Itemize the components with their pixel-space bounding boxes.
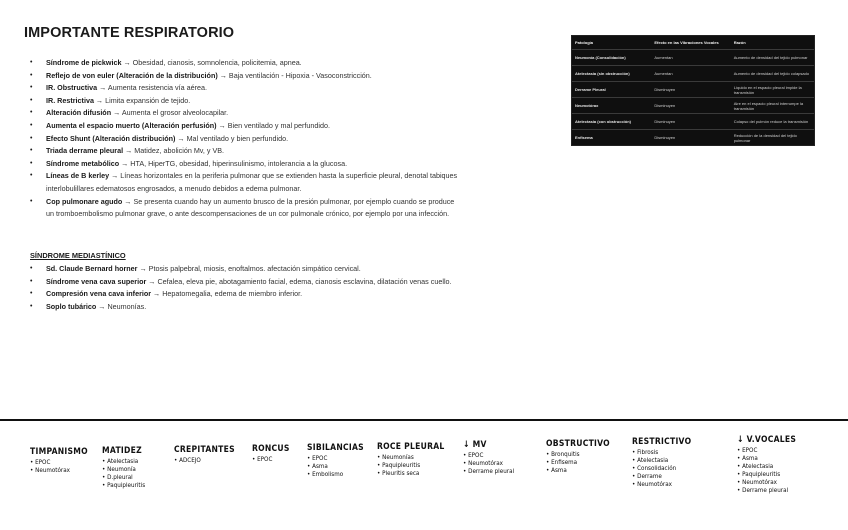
note-item-text: Derrame pleural: [742, 486, 789, 495]
item-term: Triada derrame pleural: [46, 146, 124, 156]
note-item: [463, 451, 514, 459]
column-header: Patología: [575, 40, 594, 45]
note-item-text: Neumotórax: [35, 466, 70, 475]
bullet-icon: •: [174, 456, 180, 464]
item-description: → HTA, HiperTG, obesidad, hiperinsulinismo, intolerancia a la glucosa.: [119, 158, 348, 168]
bullet-icon: •: [737, 446, 743, 454]
note-item: [377, 453, 447, 461]
item-term: Líneas de B kerley: [46, 171, 110, 181]
list-item: [30, 120, 460, 133]
note-heading: ↓ MV: [463, 440, 487, 450]
bullet-icon: •: [632, 464, 638, 473]
list-item: [30, 82, 460, 95]
note-list: [102, 457, 151, 489]
note-item-text: EPOC: [35, 458, 51, 466]
respiratory-list: [30, 57, 460, 221]
note-item: [546, 458, 612, 466]
note-list: [546, 450, 621, 474]
table-cell: Atelectasia (con obstrucción): [575, 119, 632, 124]
note-column: [174, 445, 246, 464]
table-cell: Atelectasia (sin obstrucción): [575, 71, 630, 76]
column-header: Efecto en las Vibraciones Vocales: [654, 40, 719, 45]
note-item: [632, 480, 693, 488]
note-item-text: Atelectasia: [637, 456, 669, 465]
bullet-icon: •: [632, 472, 638, 481]
note-item: [737, 462, 798, 470]
note-heading: ↓ V.VOCALES: [737, 435, 797, 445]
item-term: Compresión vena cava inferior: [46, 289, 152, 299]
note-item: [463, 459, 514, 467]
note-item-text: Asma: [551, 466, 567, 475]
bullet-icon: •: [102, 457, 108, 465]
list-item: [30, 288, 460, 301]
item-description: → Matidez, abolición Mv, y VB.: [123, 146, 225, 156]
item-term: Aumenta el espacio muerto (Alteración perfusión): [46, 120, 217, 130]
note-item-text: Neumonías: [382, 453, 414, 461]
item-description: → Líneas horizontales en la periferia pulmonar que se extienden hasta la superficie pleural, denotal tabiques interlobulillares edematosos engrosados, a menudo debidos a edema pulmonar.: [46, 171, 458, 193]
bullet-icon: •: [30, 458, 36, 466]
list-item: [30, 170, 460, 195]
note-column: [307, 443, 374, 478]
item-term: Soplo tubárico: [46, 301, 97, 311]
note-item: [307, 470, 366, 478]
note-item-text: ADCEJO: [179, 456, 201, 464]
bullet-icon: •: [632, 456, 638, 465]
note-item-text: Paquipleuritis: [382, 461, 421, 470]
table-row: [572, 113, 814, 129]
page-title: IMPORTANTE RESPIRATORIO: [24, 25, 235, 41]
bullet-icon: •: [463, 451, 469, 459]
note-item: [30, 458, 90, 466]
note-list: [307, 454, 374, 478]
bullet-icon: •: [737, 454, 743, 463]
note-list: [252, 455, 296, 463]
table-row: [572, 97, 814, 113]
note-item: [632, 456, 693, 464]
note-item: [632, 464, 693, 472]
bullet-icon: •: [737, 470, 743, 479]
note-item-text: Embolismo: [312, 470, 344, 479]
bullet-icon: •: [102, 481, 108, 490]
list-item: [30, 70, 460, 83]
item-term: Síndrome metabólico: [46, 158, 120, 168]
item-description: → Se presenta cuando hay un aumento brusco de la presión pulmonar, por ejemplo cuando se produce un tromboembolismo pulmonar grave, o ante descompensaciones de un cor pulmonale crónico, por ejemplo por una infección.: [46, 196, 455, 219]
bullet-icon: •: [377, 453, 383, 461]
item-description: → Aumenta el grosor alveolocapilar.: [111, 108, 229, 118]
table-row: [572, 81, 814, 97]
bullet-icon: •: [102, 473, 108, 482]
bullet-icon: •: [632, 480, 638, 489]
table-row: [572, 49, 814, 65]
list-item: [30, 107, 460, 120]
bullet-icon: •: [737, 486, 743, 495]
bullet-icon: •: [737, 478, 743, 487]
note-item: [737, 454, 798, 462]
table-cell: Neumonía (Consolidación): [575, 55, 626, 60]
item-term: IR. Restrictiva: [46, 95, 94, 105]
note-item: [307, 462, 366, 470]
bullet-icon: •: [307, 462, 313, 471]
item-term: Cop pulmonare agudo: [46, 196, 123, 206]
note-item-text: Neumotórax: [637, 480, 672, 489]
bullet-icon: •: [252, 455, 258, 463]
note-item-text: Consolidación: [637, 464, 677, 473]
note-item-text: Bronquitis: [551, 450, 580, 458]
table-row: [572, 129, 814, 145]
table-cell: Disminuyen: [654, 119, 676, 124]
bullet-icon: •: [307, 470, 313, 479]
table-cell: Aumentan: [654, 55, 673, 60]
item-term: Sd. Claude Bernard horner: [46, 264, 138, 273]
item-term: Síndrome de pickwick: [46, 58, 122, 67]
note-item: [737, 470, 798, 478]
bullet-icon: •: [632, 448, 638, 456]
list-item: [30, 133, 460, 146]
table-cell: Líquido en el espacio pleural impide la transmisión: [733, 84, 802, 95]
bullet-icon: •: [463, 467, 469, 476]
bullet-icon: •: [102, 465, 108, 474]
item-description: → Mal ventilado y bien perfundido.: [175, 133, 289, 143]
note-item-text: Fibrosis: [637, 448, 659, 456]
item-description: → Cefalea, eleva pie, abotagamiento facial, edema, cianosis esclavina, dilatación venas cuello.: [146, 276, 452, 286]
item-term: Reflejo de von euler (Alteración de la distribución): [46, 70, 218, 80]
note-item: [377, 469, 447, 477]
note-item-text: Neumotórax: [468, 459, 503, 468]
note-item: [252, 455, 291, 463]
note-item-text: D.pleural: [107, 473, 133, 482]
note-item-text: Atelectasia: [107, 457, 139, 465]
item-description: → Ptosis palpebral, miosis, enoftalmos. afectación simpático cervical.: [137, 264, 361, 273]
table-cell: Neumotórax: [575, 103, 599, 108]
item-description: → Limita expansión de tejido.: [93, 95, 191, 105]
note-item: [102, 457, 145, 465]
bullet-icon: •: [737, 462, 743, 471]
note-item: [102, 481, 145, 489]
item-term: Alteración difusión: [46, 108, 112, 118]
note-item: [30, 466, 90, 474]
item-description: → Aumenta resistencia vía aérea.: [97, 83, 207, 93]
note-item-text: EPOC: [312, 454, 328, 462]
bullet-icon: •: [546, 466, 552, 475]
table-cell: Aumento de densidad del tejido pulmonar: [733, 55, 808, 60]
note-item-text: Paquipleuritis: [742, 470, 781, 479]
list-item: [30, 263, 460, 276]
item-term: IR. Obstructiva: [46, 83, 98, 93]
list-item: [30, 158, 460, 171]
note-column: [252, 444, 296, 463]
note-heading: MATIDEZ: [102, 446, 142, 456]
note-heading: RESTRICTIVO: [632, 437, 692, 447]
bullet-icon: •: [30, 466, 36, 475]
note-item-text: Neumonía: [107, 465, 136, 474]
bullet-icon: •: [546, 450, 552, 458]
note-list: [463, 451, 521, 475]
note-column: [546, 439, 621, 474]
bullet-icon: •: [546, 458, 552, 467]
mediastinal-title: SÍNDROME MEDIASTÍNICO: [30, 251, 126, 260]
note-heading: OBSTRUCTIVO: [546, 439, 610, 449]
table-header: [572, 36, 814, 49]
note-item-text: Asma: [742, 454, 758, 463]
note-item: [632, 472, 693, 480]
list-item: [30, 57, 460, 70]
note-heading: ROCE PLEURAL: [377, 442, 445, 452]
note-item: [737, 446, 798, 454]
table-cell: Reducción de la densidad del tejido pulmonar: [733, 132, 797, 143]
list-item: [30, 301, 460, 314]
list-item: [30, 196, 460, 221]
note-heading: TIMPANISMO: [30, 447, 88, 457]
item-description: → Baja ventilación - Hipoxia - Vasoconstricción.: [217, 70, 372, 80]
note-item: [102, 465, 145, 473]
note-item-text: Pleuritis seca: [382, 469, 420, 478]
note-list: [30, 458, 98, 474]
note-item: [377, 461, 447, 469]
list-item: [30, 145, 460, 158]
note-item: [546, 450, 612, 458]
section-divider: [0, 419, 848, 421]
item-description: → Bien ventilado y mal perfundido.: [216, 120, 331, 130]
item-description: → Neumonías.: [96, 301, 147, 311]
bullet-icon: •: [307, 454, 313, 462]
item-description: → Hepatomegalia, edema de miembro inferior.: [151, 289, 303, 299]
table-row: [572, 65, 814, 81]
note-list: [377, 453, 457, 477]
note-list: [737, 446, 807, 495]
table-cell: Derrame Pleural: [575, 87, 606, 92]
note-column: [377, 442, 457, 477]
table-cell: Disminuyen: [654, 87, 676, 92]
table-cell: Colapso del pulmón reduce la transmisión: [733, 119, 809, 124]
note-column: [737, 435, 807, 495]
table-cell: Disminuyen: [654, 103, 676, 108]
note-item: [174, 456, 237, 464]
item-term: Efecto Shunt (Alteración distribución): [46, 133, 176, 143]
item-description: → Obesidad, cianosis, somnolencia, policitemia, apnea.: [121, 58, 302, 67]
vocal-vibration-table: [571, 35, 815, 146]
note-item-text: Paquipleuritis: [107, 481, 146, 490]
note-item-text: EPOC: [468, 451, 484, 459]
item-term: Síndrome vena cava superior: [46, 276, 147, 286]
note-heading: CREPITANTES: [174, 445, 235, 455]
note-item: [463, 467, 514, 475]
note-item-text: EPOC: [257, 455, 273, 463]
note-item: [737, 478, 798, 486]
bullet-icon: •: [463, 459, 469, 468]
bullet-icon: •: [377, 469, 383, 478]
table-cell: Aire en el espacio pleural interrumpe la transmisión: [733, 100, 804, 111]
note-item-text: EPOC: [742, 446, 758, 454]
note-column: [632, 437, 702, 488]
column-header: Razón: [733, 40, 746, 45]
note-item: [102, 473, 145, 481]
table-cell: Aumentan: [654, 71, 673, 76]
note-item: [307, 454, 366, 462]
note-item-text: Neumotórax: [742, 478, 777, 487]
table-cell: Enfisema: [575, 135, 593, 140]
note-heading: RONCUS: [252, 444, 290, 454]
note-item-text: Atelectasia: [742, 462, 774, 471]
note-item: [632, 448, 693, 456]
note-list: [632, 448, 702, 488]
table-cell: Aumento de densidad del tejido colapsado: [733, 71, 810, 76]
note-item-text: Asma: [312, 462, 328, 471]
note-item-text: Derrame: [637, 472, 662, 481]
note-list: [174, 456, 246, 464]
note-column: [30, 447, 98, 474]
bullet-icon: •: [377, 461, 383, 470]
note-column: [102, 446, 151, 489]
note-item-text: Derrame pleural: [468, 467, 515, 476]
list-item: [30, 276, 460, 289]
note-item: [737, 486, 798, 494]
mediastinal-list: [30, 263, 460, 313]
note-column: [463, 440, 521, 475]
list-item: [30, 95, 460, 108]
note-item: [546, 466, 612, 474]
note-item-text: Enfisema: [551, 458, 578, 467]
note-heading: SIBILANCIAS: [307, 443, 364, 453]
table-cell: Disminuyen: [654, 135, 676, 140]
